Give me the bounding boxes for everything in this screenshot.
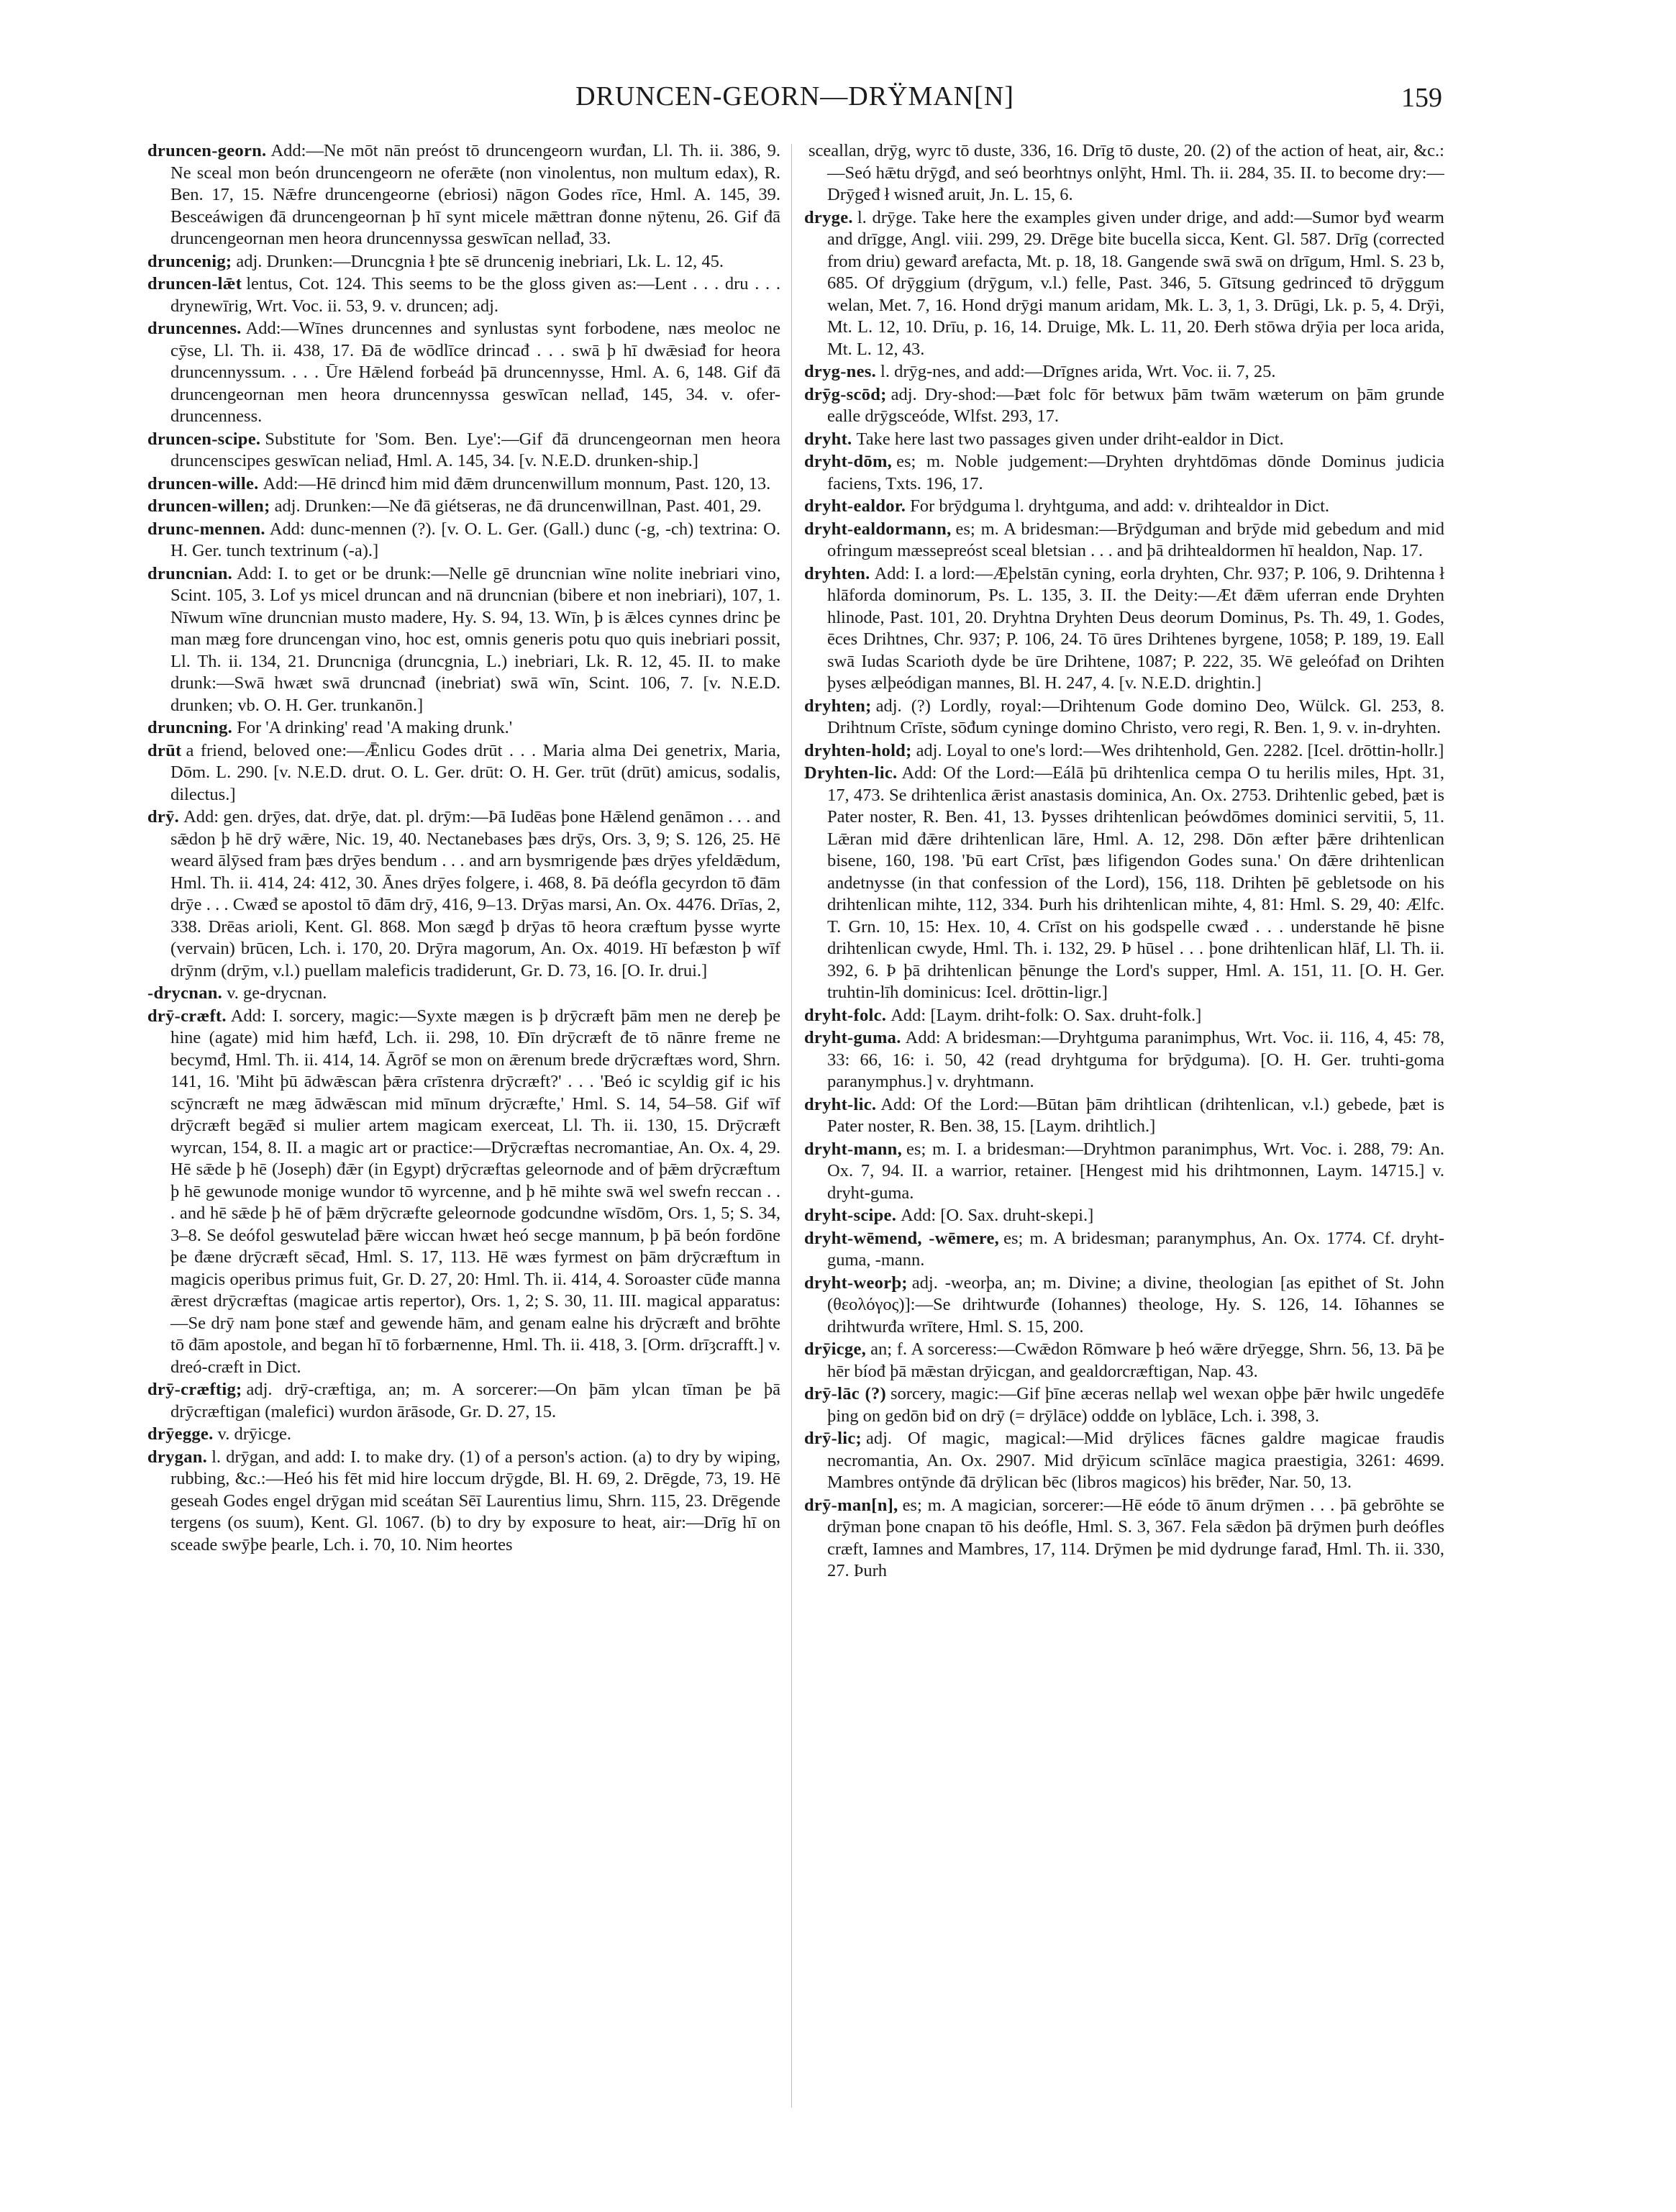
- dictionary-entry: [147, 251, 780, 273]
- entry-headword: -drycnan.: [147, 983, 223, 1003]
- dictionary-entry: [147, 519, 780, 563]
- entry-headword: druncen-wille.: [147, 473, 259, 493]
- dictionary-entry: [147, 1424, 780, 1446]
- entry-headword: dryhten-hold;: [804, 740, 912, 760]
- dictionary-entry: [804, 361, 1444, 383]
- entry-headword: dryht-ealdormann,: [804, 519, 952, 539]
- dictionary-entry: [147, 318, 780, 428]
- entry-headword: dryht-mann,: [804, 1139, 903, 1159]
- entry-definition: Add: gen. drȳes, dat. drȳe, dat. pl. drȳm:—Þā Iudēas þone Hǣlend genāmon . . . and sǣdon þ hē drȳ wǣre, Nic. 19, 40. Nectanebases þæs drȳs, Ors. 3, 9; S. 126, 25. Hē weard ālȳsed fram þæs drȳes bendum . . . and arn bysmrigende þæs drȳes yfeldǣdum, Hml. Th. ii. 414, 24: 412, 30. Ānes drȳes folgere, i. 468, 8. Þā deófla gecyrdon tō đām drȳe . . . Cwæđ se apostol tō đām drȳ, 416, 9–13. Drȳas marsi, An. Ox. 4476. Drīas, 2, 338. Drēas arioli, Kent. Gl. 868. Mon sægđ þ drȳas tō heora cræftum þysse wyrte (vervain) brūcen, Lch. i. 170, 20. Drȳra magorum, An. Ox. 4019. Hī befæston þ wīf drȳnm (drȳm, v.l.) puellam maleficis tradiderunt, Gr. D. 73, 16. [O. Ir. drui.]: [170, 807, 780, 980]
- dictionary-entry: [147, 983, 780, 1005]
- dictionary-entry: [804, 1027, 1444, 1093]
- dictionary-entry: [804, 1495, 1444, 1583]
- running-head: DRUNCEN-GEORN—DRŸMAN[N]: [575, 81, 1014, 111]
- entry-headword: drȳegge.: [147, 1424, 214, 1444]
- entry-headword: drȳ-lic;: [804, 1429, 862, 1448]
- dictionary-entry: [804, 384, 1444, 428]
- entry-definition: For 'A drinking' read 'A making drunk.': [237, 718, 513, 737]
- dictionary-entry: [804, 207, 1444, 361]
- dictionary-entry: [804, 763, 1444, 1004]
- entry-definition: l. drȳge. Take here the examples given under drige, and add:—Sumor byđ wearm and drīgge, Angl. viii. 299, 29. Drēge bite bucella sicca, Kent. Gl. 587. Drīg (corrected from driu) gewarđ arefacta, Mt. p. 18, 18. Gangende swā swā on drīgum, Hml. S. 23 b, 685. Of drȳggium (drȳgum, v.l.) felle, Past. 346, 5. Gītsung gedrinceđ tō drȳggum welan, Met. 7, 16. Hond drȳgi manum aridam, Mk. L. 3, 1, 3. Drūgi, Lk. p. 5, 4. Drȳi, Mt. L. 12, 10. Drīu, p. 16, 14. Druige, Mk. L. 11, 20. Đerh stōwa drȳia per loca arida, Mt. L. 12, 43.: [827, 207, 1444, 359]
- dictionary-entry: [804, 563, 1444, 695]
- entry-definition: adj. Drunken:—Ne đā giétseras, ne đā druncenwillnan, Past. 401, 29.: [274, 496, 762, 516]
- entry-headword: dryht-lic.: [804, 1094, 877, 1114]
- entry-definition: Add:—Hē drincđ him mid đǣm druncenwillum monnum, Past. 120, 13.: [263, 473, 771, 493]
- entry-definition: an; f. A sorceress:—Cwǣdon Rōmware þ heó wǣre drȳegge, Shrn. 56, 13. Þā þe hēr bíođ þā mǣstan drȳicgan, and gealdorcræftigan, Nap. 43.: [827, 1339, 1444, 1381]
- dictionary-entry: [804, 740, 1444, 763]
- entry-headword: druncen-willen;: [147, 496, 270, 516]
- dictionary-entry: [804, 140, 1444, 206]
- entry-headword: drunc-mennen.: [147, 519, 265, 539]
- entry-headword: dryht-scipe.: [804, 1206, 897, 1225]
- dictionary-entry: [147, 496, 780, 518]
- entry-definition: adj. (?) Lordly, royal:—Drihtenum Gode domino Deo, Wülck. Gl. 253, 8. Drihtnum Crīste, sōđum cyninge domino Christo, vero regi, R. Ben. 1, 9. v. in-dryhten.: [827, 696, 1444, 737]
- entry-definition: sceallan, drȳg, wyrc tō duste, 336, 16. Drīg tō duste, 20. (2) of the action of heat, air, &c.:—Seó hǣtu drȳgđ, and seó beorhtnys onlȳht, Hml. Th. ii. 284, 35. II. to become dry:—Drȳgeđ ł wisneđ aruit, Jn. L. 15, 6.: [809, 141, 1444, 204]
- entry-headword: dryht-wēmend, -wēmere,: [804, 1228, 1000, 1248]
- dictionary-entry: [147, 1447, 780, 1557]
- dictionary-entry: [804, 1383, 1444, 1427]
- dictionary-entry: [804, 496, 1444, 518]
- dictionary-entry: [147, 740, 780, 806]
- entry-definition: Add: I. a lord:—Æþelstān cyning, eorla dryhten, Chr. 937; P. 106, 9. Drihtenna ł hlāforda dominorum, Ps. L. 135, 3. II. the Deity:—Æt đǣm uferran ende Dryhten hlinode, Past. 101, 20. Dryhtna Dryhten Deus deorum Dominus, Ps. Th. 49, 1. Godes, ēces Drihtnes, Chr. 937; P. 106, 24. Tō ūres Drihtenes byrgene, 1058; P. 189, 19. Eall swā Iudas Scarioth dyde be ūre Drihtene, 1087; P. 222, 35. Wē geleófađ on Drihten þyses ælþeódigan mannes, Bl. H. 247, 4. [v. N.E.D. drightin.]: [827, 563, 1444, 693]
- entry-definition: Add: Of the Lord:—Būtan þām drihtlican (drihtenlican, v.l.) gebede, þæt is Pater noster, R. Ben. 38, 15. [Laym. drihtlich.]: [827, 1094, 1444, 1136]
- dictionary-entry: [804, 451, 1444, 495]
- dictionary-entry: [147, 273, 780, 317]
- entry-definition: adj. Of magic, magical:—Mid drȳlices fācnes galdre magicae fraudis necromantia, An. Ox. 2907. Mid drȳicum scīnlāce magica praestigia, 3261: 4699. Mambres ontȳnde đā drȳlican bēc (libros magicos) his brēđer, Nar. 50, 13.: [827, 1429, 1444, 1492]
- entry-definition: Add:—Ne mōt nān preóst tō druncengeorn wurđan, Ll. Th. ii. 386, 9. Ne sceal mon beón druncengeorn ne oferǣte (non vinolentus, non multum edax), R. Ben. 17, 15. Nǣfre druncengeorne (ebriosi) nāgon Godes rīce, Hml. A. 145, 39. Besceáwigen đā druncengeornan þ hī synt micele mǣttran đonne nȳtenu, 26. Gif đā druncengeornan men heora druncennyssa geswīcan nellađ, 33.: [170, 141, 780, 248]
- entry-definition: Add: A bridesman:—Dryhtguma paranimphus, Wrt. Voc. ii. 116, 4, 45: 78, 33: 66, 16: i. 50, 42 (read dryhtguma for brȳdguma). [O. H. Ger. truhti-goma paranymphus.] v. dryhtmann.: [827, 1028, 1444, 1091]
- entry-definition: es; m. I. a bridesman:—Dryhtmon paranimphus, Wrt. Voc. i. 288, 79: An. Ox. 7, 94. II. a warrior, retainer. [Hengest mid his drihtmonnen, Laym. 14715.] v. dryht-guma.: [827, 1139, 1444, 1203]
- entry-definition: Add: I. sorcery, magic:—Syxte mægen is þ drȳcræft þām men ne dereþ þe hine (agate) mid him hæfđ, Lch. ii. 298, 10. Đīn drȳcræft đe tō nānre freme ne becymđ, Hml. Th. ii. 414, 14. Āgrōf se mon on ǣrenum brede drȳcræftæs word, Shrn. 141, 16. 'Miht þū ādwǣscan þǣra crīstenra drȳcræft?' . . . 'Beó ic scyldig gif ic his scȳncræft ne mæg ādwǣscan mid mīnum drȳcræfte,' Hml. S. 14, 54–58. Gif wīf drȳcræft begǣđ si mulier artem magicam exerceat, Ll. Th. ii. 130, 15. Drȳcræft wyrcan, 154, 8. II. a magic art or practice:—Drȳcræftas necromantiae, An. Ox. 4, 29. Hē sǣde þ hē (Joseph) đǣr (in Egypt) drȳcræftas geleornode and of þǣm drȳcræftum þ hē gewunode monige wundor tō wyrcenne, and þ hē mihte swā wel swefn reccan . . . and hē sǣde þ hē of þǣm drȳcræfte geleornode godcundne wīsdōm, Ors. 1, 5; S. 34, 3–8. Se deófol geswutelađ þǣre wiccan hwæt heó secge mannum, þ þā beón fordōne þe đæne drȳcræft sēcađ, Hml. S. 17, 113. Hē wæs fyrmest on þām drȳcræftum in magicis operibus primus fuit, Gr. D. 27, 20: Hml. Th. ii. 414, 4. Soroaster cūđe manna ǣrest drȳcræftas (magicae artis repertor), Ors. 1, 2; S. 30, 11. III. magical apparatus:—Se drȳ nam þone stæf and gewende hām, and genam ealne his drȳcræft and brōhte tō đām apostole, and began hī tō forbærnenne, Hml. Th. ii. 418, 3. [Orm. drīȝcrafft.] v. dreó-cræft in Dict.: [170, 1006, 780, 1377]
- entry-definition: sorcery, magic:—Gif þīne æceras nellaþ wel wexan oþþe þǣr hwilc ungedēfe þing on gedōn biđ on drȳ (= drȳlāce) oddđe on lyblāce, Lch. i. 398, 3.: [827, 1384, 1444, 1426]
- entry-definition: v. ge-drycnan.: [227, 983, 327, 1003]
- entry-headword: dryht-ealdor.: [804, 496, 906, 516]
- entry-headword: dryge.: [804, 207, 853, 227]
- entry-headword: dryht-folc.: [804, 1005, 887, 1025]
- entry-headword: drȳ.: [147, 807, 180, 827]
- entry-definition: Add:—Wīnes druncennes and synlustas synt forbodene, næs meoloc ne cȳse, Ll. Th. ii. 438, 17. Đā đe wōdlīce drincađ . . . swā þ hī dwǣsiađ for heora druncennyssum. . . . Ūre Hǣlend forbeád þā druncennysse, Hml. A. 6, 148. Gif đā druncengeornan men heora druncennyssa geswīcan nellađ, 145, 34. v. ofer-druncenness.: [170, 319, 780, 426]
- entry-headword: drūt: [147, 740, 182, 760]
- dictionary-entry: [147, 140, 780, 250]
- entry-headword: dryht.: [804, 429, 852, 449]
- entry-headword: drȳ-man[n],: [804, 1495, 898, 1515]
- dictionary-entry: [804, 1428, 1444, 1494]
- entry-headword: dryht-weorþ;: [804, 1273, 908, 1293]
- entry-definition: adj. Dry-shod:—Þæt folc fōr betwux þām twām wæterum on þām grunde ealle drȳgsceóde, Wlfst. 293, 17.: [827, 384, 1444, 426]
- entry-definition: adj. Loyal to one's lord:—Wes drihtenhold, Gen. 2282. [Icel. drōttin-hollr.]: [916, 740, 1444, 760]
- entry-headword: dryhten.: [804, 563, 870, 583]
- entry-definition: adj. drȳ-cræftiga, an; m. A sorcerer:—On þām ylcan tīman þe þā drȳcræftigan (malefici) wurdon ārāsode, Gr. D. 27, 15.: [170, 1380, 780, 1421]
- entry-headword: dryht-dōm,: [804, 452, 893, 471]
- entry-headword: druncen-scipe.: [147, 429, 261, 449]
- dictionary-entry: [804, 1228, 1444, 1272]
- entry-definition: es; m. A bridesman; paranymphus, An. Ox. 1774. Cf. dryht-guma, -mann.: [827, 1228, 1444, 1270]
- dictionary-entry: [804, 1205, 1444, 1227]
- entry-definition: Take here last two passages given under driht-ealdor in Dict.: [856, 429, 1284, 449]
- right-column: [804, 140, 1444, 2118]
- dictionary-entry: [147, 1006, 780, 1379]
- entry-definition: For brȳdguma l. dryhtguma, and add: v. drihtealdor in Dict.: [910, 496, 1330, 516]
- entry-definition: l. drȳgan, and add: I. to make dry. (1) of a person's action. (a) to dry by wiping, rubbing, &c.:—Heó his fēt mid hire loccum drȳgde, Bl. H. 69, 2. Drēgde, 73, 19. Hē geseah Godes engel drȳgan mid sceátan Sēī Laurentius limu, Shrn. 115, 23. Drēgende tergens (os suum), Kent. Gl. 1067. (b) to dry by exposure to heat, air:—Drīg hī on sceade swȳþe þearle, Lch. i. 70, 10. Nim heortes: [170, 1447, 780, 1555]
- left-column: [147, 140, 780, 2118]
- entry-headword: dryg-nes.: [804, 362, 877, 381]
- entry-definition: Add: [Laym. driht-folk: O. Sax. druht-folk.]: [891, 1005, 1202, 1025]
- entry-headword: druncning.: [147, 718, 233, 737]
- dictionary-entry: [804, 696, 1444, 739]
- entry-definition: es; m. A magician, sorcerer:—Hē eóde tō ānum drȳmen . . . þā gebrōhte se drȳman þone cnapan tō his deófle, Hml. S. 3, 367. Fela sǣdon þā drȳmen þurh deófles cræft, Iamnes and Mambres, 17, 114. Drȳmen þe mid dydrunge farađ, Hml. Th. ii. 330, 27. Þurh: [827, 1495, 1444, 1580]
- page-number: 159: [1401, 83, 1442, 113]
- dictionary-entry: [147, 1379, 780, 1423]
- entry-definition: Add: Of the Lord:—Eálā þū drihtenlica cempa O tu herilis miles, Hpt. 31, 17, 473. Se drihtenlica ǣrist anastasis dominica, An. Ox. 2753. Drihtenlic gebed, þæt is Pater noster, R. Ben. 41, 13. Þysses drihtenlican þeówdōmes dominici servitii, 5, 11. Lǣran mid đǣre drihtenlican lāre, Hml. A. 12, 298. Dōn æfter þǣre drihtenlican bisene, 160, 198. 'Þū eart Crīst, þæs lifigendon Godes suna.' On đǣre drihtenlican andetnysse (in that confession of the Lord), 156, 118. Drihten þē gebletsode on his drihtenlican mihte, 112, 334. Þurh his drihtenlican mihte, 4, 81: Hml. S. 29, 40: Ælfc. T. Grn. 10, 15: Hex. 10, 4. Crīst on his godspelle cwæđ . . . understande hē þisne drihtenlican cwyde, Hml. Th. i. 132, 29. Þ hūsel . . . þone drihtenlican hlāf, Ll. Th. ii. 392, 6. Þ þā drihtenlican þēnunge the Lord's supper, Hml. A. 151, 11. [O. H. Ger. truhtin-līh dominicus: Icel. drōttin-ligr.]: [827, 763, 1444, 1002]
- entry-headword: drȳ-cræft.: [147, 1006, 227, 1026]
- column-divider: [791, 144, 792, 2108]
- entry-headword: drȳicge,: [804, 1339, 867, 1359]
- entry-headword: Dryhten-lic.: [804, 763, 898, 783]
- entry-headword: drȳg-scōd;: [804, 384, 887, 404]
- dictionary-entry: [147, 563, 780, 717]
- entry-definition: adj. Drunken:—Druncgnia ł þte sē druncenig inebriari, Lk. L. 12, 45.: [236, 251, 724, 271]
- entry-definition: adj. -weorþa, an; m. Divine; a divine, theologian [as epithet of St. John (θεολόγος)]:—Se drihtwurđe (Iohannes) theologe, Hy. S. 126, 14. Iōhannes se drihtwurđa wrītere, Hml. S. 15, 200.: [827, 1273, 1444, 1337]
- dictionary-entry: [147, 473, 780, 496]
- entry-headword: druncennes.: [147, 319, 242, 338]
- entry-headword: drygan.: [147, 1447, 208, 1467]
- entry-headword: dryhten;: [804, 696, 872, 716]
- entry-definition: es; m. Noble judgement:—Dryhten dryhtdōmas dōnde Dominus judicia faciens, Txts. 196, 17.: [827, 452, 1444, 493]
- dictionary-entry: [804, 1005, 1444, 1027]
- page-header: [147, 81, 1442, 124]
- entry-definition: Add: I. to get or be drunk:—Nelle gē druncnian wīne nolite inebriari vino, Scint. 105, 3. Lof ys micel druncan and nā druncnian (bibere et non inebriari), 107, 1. Nīwum wīne druncnian musto madere, Hy. S. 94, 13. Wīn, þ is ǣlces cynnes drinc þe man mæg fore druncengan vino, hoc est, omnis generis potu quo quis inebriari possit, Ll. Th. ii. 134, 21. Druncniga (druncgnia, L.) inebriari, Lk. R. 12, 45. II. to make drunk:—Swā hwæt swā druncnađ (inebriat) swā wīn, Scint. 106, 7. [v. N.E.D. drunken; vb. O. H. Ger. trunkanōn.]: [170, 563, 780, 715]
- dictionary-entry: [804, 1139, 1444, 1205]
- entry-definition: Substitute for 'Som. Ben. Lye':—Gif đā druncengeornan men heora druncenscipes geswīcan neliađ, Hml. A. 145, 34. [v. N.E.D. drunken-ship.]: [170, 429, 780, 470]
- dictionary-entry: [147, 806, 780, 982]
- entry-definition: v. drȳicge.: [217, 1424, 292, 1444]
- dictionary-entry: [804, 1339, 1444, 1383]
- dictionary-entry: [804, 1273, 1444, 1339]
- entry-headword: druncnian.: [147, 563, 233, 583]
- entry-definition: Add: [O. Sax. druht-skepi.]: [901, 1206, 1094, 1225]
- entry-headword: drȳ-lāc (?): [804, 1384, 886, 1403]
- entry-definition: Add: dunc-mennen (?). [v. O. L. Ger. (Gall.) dunc (-g, -ch) textrina: O. H. Ger. tunch textrinum (-a).]: [170, 519, 780, 560]
- dictionary-entry: [804, 1094, 1444, 1138]
- entry-headword: druncen-lǣt: [147, 274, 242, 293]
- dictionary-entry: [804, 429, 1444, 451]
- entry-definition: es; m. A bridesman:—Brȳdguman and brȳde mid gebedum and mid ofringum mæssepreóst sceal bletsian . . . and þā drihtealdormen hī healdon, Nap. 17.: [827, 519, 1444, 560]
- entry-definition: l. drȳg-nes, and add:—Drīgnes arida, Wrt. Voc. ii. 7, 25.: [880, 362, 1276, 381]
- dictionary-entry: [804, 519, 1444, 563]
- entry-headword: drȳ-cræftig;: [147, 1380, 242, 1399]
- entry-headword: dryht-guma.: [804, 1028, 901, 1047]
- entry-definition: lentus, Cot. 124. This seems to be the gloss given as:—Lent . . . dru . . . drynewīrig, Wrt. Voc. ii. 53, 9. v. druncen; adj.: [170, 274, 780, 316]
- entry-headword: druncenig;: [147, 251, 232, 271]
- entry-definition: a friend, beloved one:—Ǣnlicu Godes drūt . . . Maria alma Dei genetrix, Maria, Dōm. L. 290. [v. N.E.D. drut. O. L. Ger. drūt: O. H. Ger. trūt (drūt) amicus, sodalis, dilectus.]: [170, 740, 780, 804]
- entry-headword: druncen-georn.: [147, 141, 267, 160]
- dictionary-entry: [147, 717, 780, 739]
- dictionary-entry: [147, 429, 780, 473]
